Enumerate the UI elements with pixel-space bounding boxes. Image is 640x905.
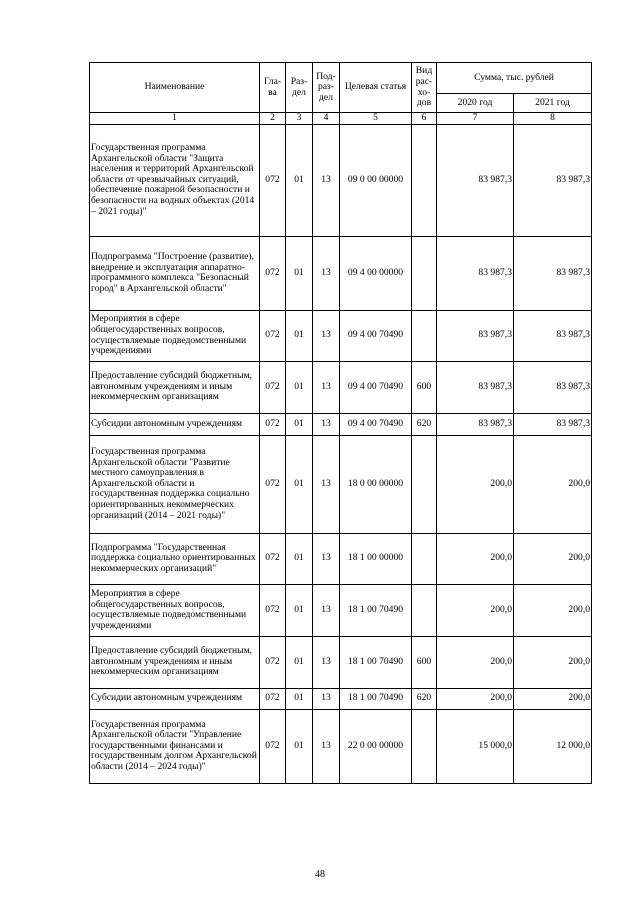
row-amount-2020: 200,0: [437, 584, 514, 636]
row-glava: 072: [260, 584, 286, 636]
row-amount-2020: 83 987,3: [437, 413, 514, 435]
row-razdel: 01: [286, 124, 313, 236]
row-amount-2021: 200,0: [514, 636, 592, 688]
row-razdel: 01: [286, 636, 313, 688]
header-summa: Сумма, тыс. рублей: [437, 63, 592, 94]
row-glava: 072: [260, 688, 286, 709]
row-name: Государственная программа Архангельской области "Развитие местного самоуправления в Архангельской области и государственная поддержка социально ориентированных некоммерческих организаций (2014 – 2021 годы)": [90, 435, 260, 533]
row-name: Субсидии автономным учреждениям: [90, 688, 260, 709]
row-amount-2020: 83 987,3: [437, 310, 514, 361]
row-amount-2021: 83 987,3: [514, 361, 592, 413]
row-name: Мероприятия в сфере общегосударственных вопросов, осуществляемые подведомственными учреждениями: [90, 310, 260, 361]
row-name: Субсидии автономным учреждениям: [90, 413, 260, 435]
row-statya: 09 4 00 70490: [340, 361, 412, 413]
col-number: 6: [412, 113, 437, 125]
table-row: [90, 236, 592, 310]
row-razdel: 01: [286, 709, 313, 783]
header-razdel: Раз-дел: [286, 63, 313, 113]
row-statya: 09 0 00 00000: [340, 124, 412, 236]
header-glava: Гла-ва: [260, 63, 286, 113]
row-name: Предоставление субсидий бюджетным, автономным учреждениям и иным некоммерческим организациям: [90, 636, 260, 688]
row-glava: 072: [260, 310, 286, 361]
row-podrazdel: 13: [313, 709, 340, 783]
row-podrazdel: 13: [313, 636, 340, 688]
row-podrazdel: 13: [313, 688, 340, 709]
row-podrazdel: 13: [313, 435, 340, 533]
row-razdel: 01: [286, 310, 313, 361]
table-row: [90, 636, 592, 688]
row-glava: 072: [260, 709, 286, 783]
table-row: [90, 435, 592, 533]
header-statya: Целевая статья: [340, 63, 412, 113]
row-podrazdel: 13: [313, 361, 340, 413]
table-row: [90, 688, 592, 709]
row-amount-2020: 15 000,0: [437, 709, 514, 783]
column-number-row: [90, 113, 592, 125]
row-razdel: 01: [286, 236, 313, 310]
row-name: Предоставление субсидий бюджетным, автономным учреждениям и иным некоммерческим организациям: [90, 361, 260, 413]
row-statya: 18 0 00 00000: [340, 435, 412, 533]
row-vid: [412, 435, 437, 533]
col-number: 1: [90, 113, 260, 125]
row-amount-2020: 200,0: [437, 435, 514, 533]
col-number: 8: [514, 113, 592, 125]
row-podrazdel: 13: [313, 413, 340, 435]
table-row: [90, 361, 592, 413]
row-statya: 22 0 00 00000: [340, 709, 412, 783]
row-amount-2021: 12 000,0: [514, 709, 592, 783]
row-name: Мероприятия в сфере общегосударственных вопросов, осуществляемые подведомственными учреждениями: [90, 584, 260, 636]
table-row: [90, 533, 592, 584]
col-number: 4: [313, 113, 340, 125]
col-number: 3: [286, 113, 313, 125]
row-glava: 072: [260, 533, 286, 584]
row-amount-2021: 200,0: [514, 584, 592, 636]
col-number: 7: [437, 113, 514, 125]
row-name: Подпрограмма "Государственная поддержка социально ориентированных некоммерческих организаций": [90, 533, 260, 584]
header-name: Наименование: [90, 63, 260, 113]
row-amount-2021: 83 987,3: [514, 310, 592, 361]
row-name: Подпрограмма "Построение (развитие), внедрение и эксплуатация аппаратно-программного комплекса "Безопасный город" в Архангельской области": [90, 236, 260, 310]
row-razdel: 01: [286, 361, 313, 413]
row-amount-2020: 83 987,3: [437, 236, 514, 310]
row-razdel: 01: [286, 688, 313, 709]
header-podrazdel: Под-раз-дел: [313, 63, 340, 113]
row-statya: 09 4 00 70490: [340, 310, 412, 361]
row-vid: 600: [412, 361, 437, 413]
table-row: [90, 413, 592, 435]
page-number: 48: [315, 869, 325, 880]
row-amount-2020: 83 987,3: [437, 361, 514, 413]
row-glava: 072: [260, 413, 286, 435]
table-row: [90, 709, 592, 783]
row-glava: 072: [260, 435, 286, 533]
row-podrazdel: 13: [313, 124, 340, 236]
row-amount-2020: 200,0: [437, 636, 514, 688]
row-amount-2020: 83 987,3: [437, 124, 514, 236]
col-number: 5: [340, 113, 412, 125]
row-vid: [412, 310, 437, 361]
row-vid: [412, 124, 437, 236]
row-statya: 09 4 00 00000: [340, 236, 412, 310]
row-razdel: 01: [286, 435, 313, 533]
row-podrazdel: 13: [313, 584, 340, 636]
row-vid: [412, 584, 437, 636]
table-row: [90, 584, 592, 636]
row-razdel: 01: [286, 584, 313, 636]
row-vid: 620: [412, 413, 437, 435]
header-2020: 2020 год: [437, 94, 514, 113]
row-name: Государственная программа Архангельской области "Управление государственными финансами и государственным долгом Архангельской области (2014 – 2024 годы)": [90, 709, 260, 783]
row-statya: 18 1 00 70490: [340, 688, 412, 709]
col-number: 2: [260, 113, 286, 125]
table-row: [90, 124, 592, 236]
header-2021: 2021 год: [514, 94, 592, 113]
row-glava: 072: [260, 361, 286, 413]
row-vid: [412, 236, 437, 310]
row-podrazdel: 13: [313, 533, 340, 584]
row-amount-2020: 200,0: [437, 688, 514, 709]
row-vid: [412, 709, 437, 783]
row-podrazdel: 13: [313, 236, 340, 310]
row-amount-2021: 83 987,3: [514, 413, 592, 435]
row-statya: 18 1 00 00000: [340, 533, 412, 584]
row-glava: 072: [260, 636, 286, 688]
row-amount-2021: 83 987,3: [514, 236, 592, 310]
row-razdel: 01: [286, 533, 313, 584]
row-glava: 072: [260, 124, 286, 236]
row-amount-2021: 83 987,3: [514, 124, 592, 236]
row-amount-2021: 200,0: [514, 688, 592, 709]
budget-table: [89, 62, 592, 784]
row-name: Государственная программа Архангельской области "Защита населения и территорий Архангельской области от чрезвычайных ситуаций, обеспечение пожарной безопасности и безопасности на водных объектах (2014 – 2021 годы)": [90, 124, 260, 236]
row-vid: 600: [412, 636, 437, 688]
table-row: [90, 310, 592, 361]
row-amount-2020: 200,0: [437, 533, 514, 584]
row-amount-2021: 200,0: [514, 435, 592, 533]
row-amount-2021: 200,0: [514, 533, 592, 584]
header-vid: Вид рас-хо-дов: [412, 63, 437, 113]
row-vid: 620: [412, 688, 437, 709]
row-razdel: 01: [286, 413, 313, 435]
row-glava: 072: [260, 236, 286, 310]
row-statya: 09 4 00 70490: [340, 413, 412, 435]
row-statya: 18 1 00 70490: [340, 584, 412, 636]
row-podrazdel: 13: [313, 310, 340, 361]
row-statya: 18 1 00 70490: [340, 636, 412, 688]
row-vid: [412, 533, 437, 584]
